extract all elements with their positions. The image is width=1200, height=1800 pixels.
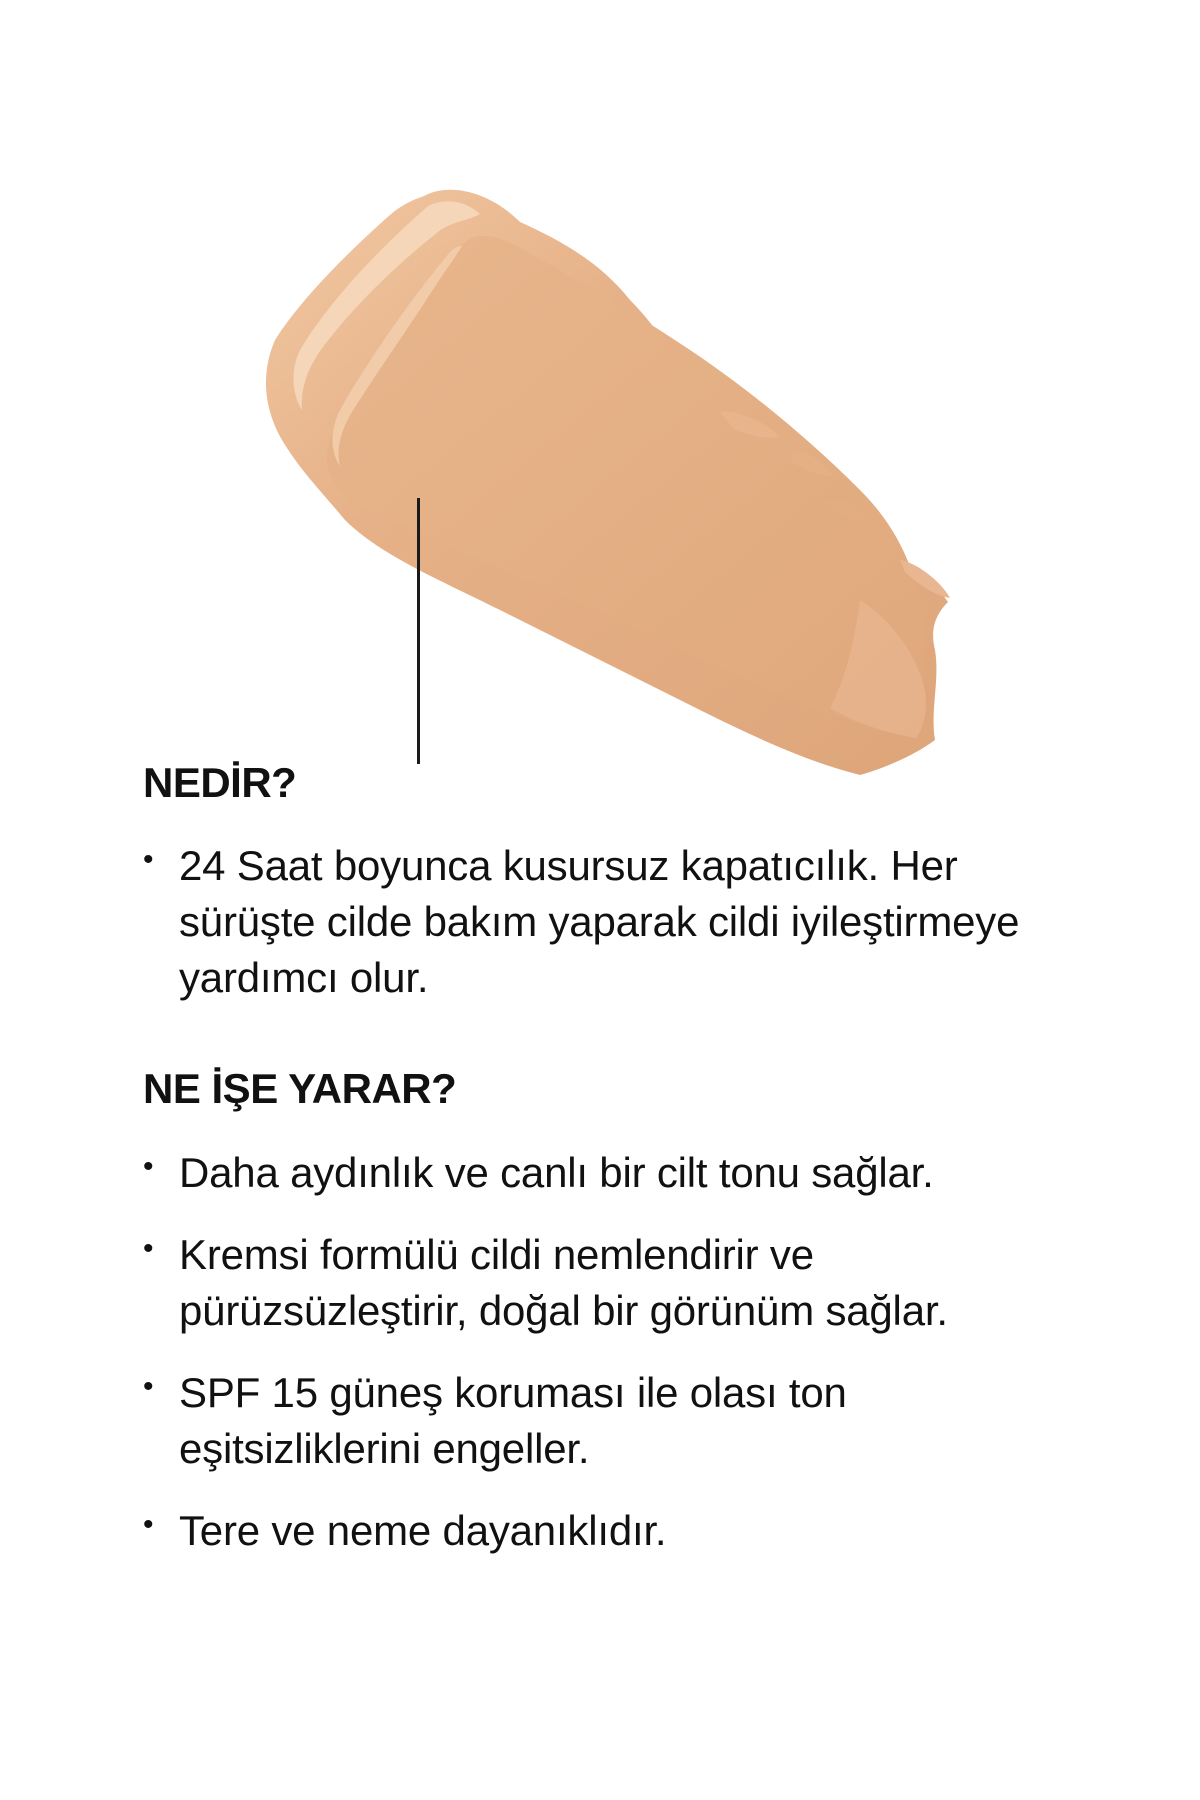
section-heading-nedir: NEDİR? [143, 759, 297, 806]
list-item [143, 838, 1043, 1006]
bullet-icon: • [143, 1150, 154, 1183]
bullet-icon: • [143, 843, 154, 876]
ne-ise-yarar-list [143, 1145, 1083, 1585]
section-heading-ne-ise-yarar: NE İŞE YARAR? [143, 1065, 457, 1112]
foundation-swatch-icon [0, 0, 1200, 800]
list-item-text: Daha aydınlık ve canlı bir cilt tonu sağlar. [179, 1149, 934, 1196]
list-item-text: Kremsi formülü cildi nemlendirir ve pürüzsüzleştirir, doğal bir görünüm sağlar. [179, 1231, 948, 1334]
list-item [143, 1227, 1083, 1339]
bullet-icon: • [143, 1370, 154, 1403]
pointer-line [417, 498, 420, 764]
list-item-text: SPF 15 güneş koruması ile olası ton eşitsizliklerini engeller. [179, 1369, 847, 1472]
list-item-text: 24 Saat boyunca kusursuz kapatıcılık. Her sürüşte cilde bakım yaparak cildi iyileştirmeye yardımcı olur. [179, 842, 1020, 1001]
list-item-text: Tere ve neme dayanıklıdır. [179, 1507, 667, 1554]
bullet-icon: • [143, 1508, 154, 1541]
list-item [143, 1365, 1083, 1477]
bullet-icon: • [143, 1232, 154, 1265]
list-item [143, 1503, 1083, 1559]
list-item [143, 1145, 1083, 1201]
nedir-list [143, 838, 1043, 1006]
